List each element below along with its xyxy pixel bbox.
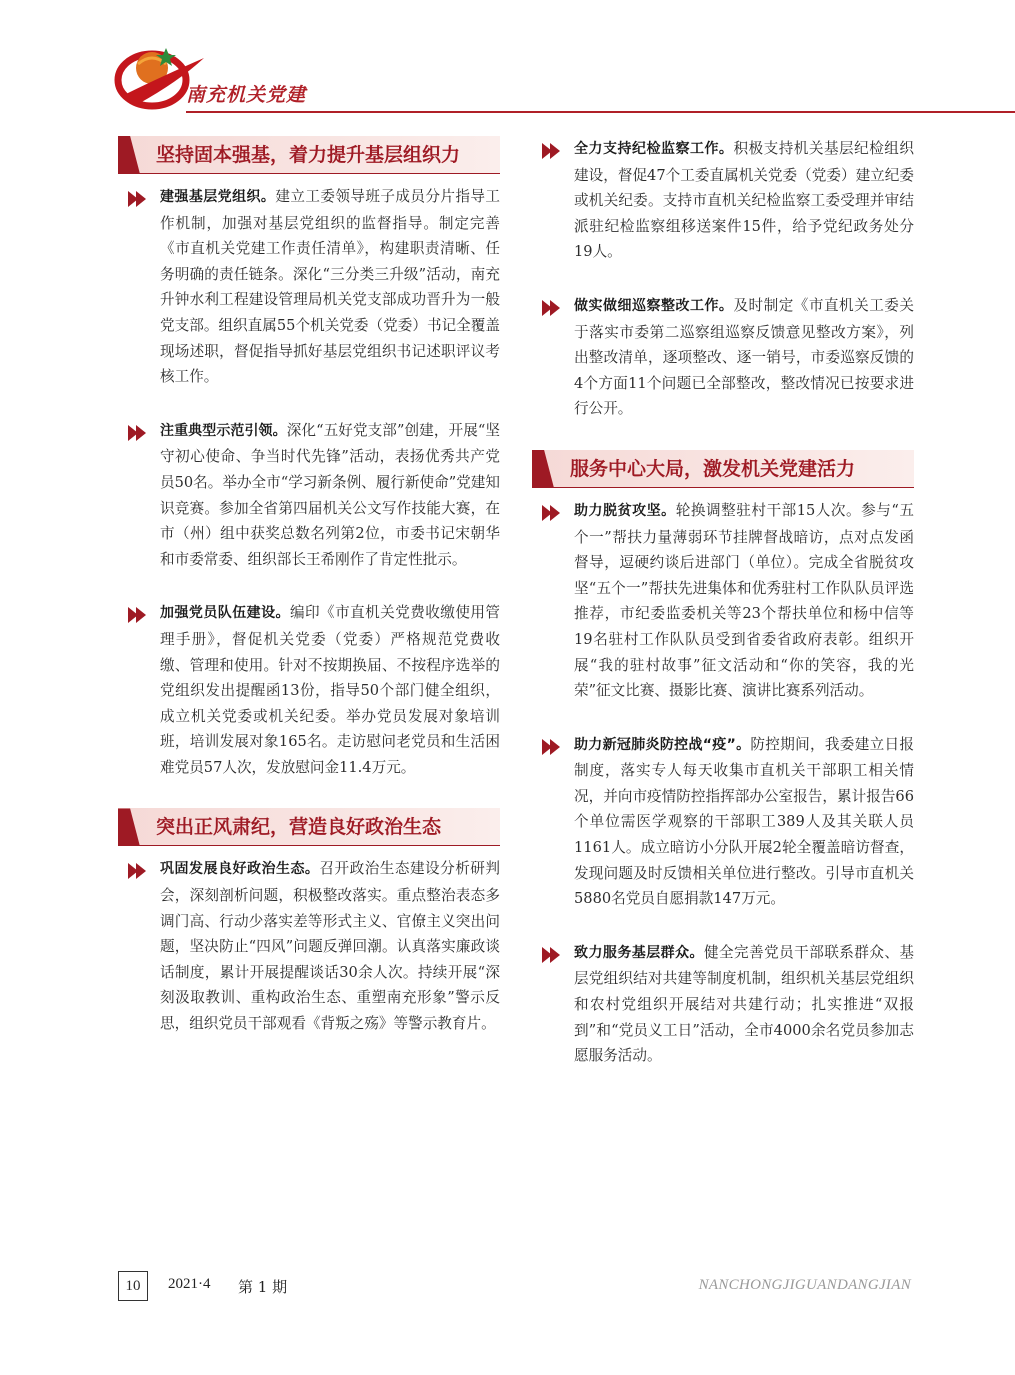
item-body: 建立工委领导班子成员分片指导工作机制，加强对基层党组织的监督指导。制定完善《市直机关党建工作责任清单》，构建职责清晰、任务明确的责任链条。深化“三分类三升级”活动，南充升钟水利工程建设管理局机关党支部成功晋升为一般党支部。组织直属55个机关党委（党委）书记全覆盖现场述职，督促指导抓好基层党组织书记述职评议考核工作。	[160, 188, 500, 386]
page-number: 10	[118, 1271, 148, 1301]
article-item	[532, 498, 914, 704]
item-body: 健全完善党员干部联系群众、基层党组织结对共建等制度机制，组织机关基层党组织和农村党组织开展结对共建行动；扎实推进“双报到”和“党员义工日”活动，全市4000余名党员参加志愿服务活动。	[574, 943, 914, 1065]
section-title: 突出正风肃纪，营造良好政治生态	[156, 816, 442, 839]
double-arrow-icon	[128, 863, 148, 879]
item-lead: 巩固发展良好政治生态。	[160, 861, 320, 878]
item-paragraph	[574, 498, 914, 704]
article-item	[532, 732, 914, 912]
journal-pinyin: NANCHONGJIGUANDANGJIAN	[698, 1277, 911, 1293]
left-column	[118, 136, 500, 1065]
double-arrow-icon	[542, 505, 562, 521]
journal-title: 南充机关党建	[186, 84, 307, 106]
article-item	[118, 600, 500, 780]
article-item	[532, 940, 914, 1069]
double-arrow-icon	[128, 425, 148, 441]
right-column	[532, 136, 914, 1097]
item-body: 积极支持机关基层纪检组织建设，督促47个工委直属机关党委（党委）建立纪委或机关纪委。支持市直机关纪检监察工委受理并审结派驻纪检监察组移送案件15件，给予党纪政务处分19人。	[574, 140, 914, 261]
page-header	[0, 0, 1015, 130]
item-paragraph	[160, 184, 500, 390]
section-marker	[532, 450, 554, 488]
article-item	[532, 293, 914, 422]
section-marker	[118, 136, 140, 174]
double-arrow-icon	[128, 607, 148, 623]
item-paragraph	[574, 136, 914, 265]
article-item	[532, 136, 914, 265]
item-paragraph	[574, 293, 914, 422]
item-paragraph	[160, 600, 500, 780]
article-item	[118, 184, 500, 390]
double-arrow-icon	[542, 143, 562, 159]
item-lead: 全力支持纪检监察工作。	[574, 141, 734, 157]
item-body: 防控期间，我委建立日报制度，落实专人每天收集市直机关干部职工相关情况，并向市疫情防控指挥部办公室报告，累计报告66个单位需医学观察的干部职工389人及其关联人员1161人。成立暗访小分队开展2轮全覆盖暗访督查，发现问题及时反馈相关单位进行整改。引导市直机关5880名党员自愿捐款147万元。	[574, 735, 914, 908]
item-paragraph	[160, 856, 500, 1036]
double-arrow-icon	[128, 191, 148, 207]
item-body: 轮换调整驻村干部15人次。参与“五个一”帮扶力量薄弱环节挂牌督战暗访，点对点发函督导，逗硬约谈后进部门（单位）。完成全省脱贫攻坚“五个一”帮扶先进集体和优秀驻村工作队队员评选推荐，市纪委监委机关等23个帮扶单位和杨中信等19名驻村工作队队员受到省委省政府表彰。组织开展“我的驻村故事”征文活动和“你的笑容，我的光荣”征文比赛、摄影比赛、演讲比赛系列活动。	[574, 501, 915, 700]
item-lead: 助力新冠肺炎防控战“疫”。	[574, 736, 751, 753]
double-arrow-icon	[542, 947, 562, 963]
item-lead: 致力服务基层群众。	[574, 944, 704, 961]
item-body: 及时制定《市直机关工委关于落实市委第二巡察组巡察反馈意见整改方案》，列出整改清单，逐项整改、逐一销号，市委巡察反馈的4个方面11个问题已全部整改，整改情况已按要求进行公开。	[574, 296, 914, 418]
item-body: 深化“五好党支部”创建，开展“坚守初心使命、争当时代先锋”活动，表扬优秀共产党员50名。举办全市“学习新条例、履行新使命”党建知识竞赛。参加全省第四届机关公文写作技能大赛，在市（州）组中获奖总数名列第2位，市委书记宋朝华和市委常委、组织部长王希刚作了肯定性批示。	[160, 421, 501, 568]
issue-number: 第 1 期	[238, 1278, 288, 1296]
item-body: 召开政治生态建设分析研判会，深刻剖析问题，积极整改落实。重点整治表态多调门高、行动少落实差等形式主义、官僚主义突出问题，坚决防止“四风”问题反弹回潮。认真落实廉政谈话制度，累计开展提醒谈话30余人次。持续开展“深刻汲取教训、重构政治生态、重塑南充形象”警示反思，组织党员干部观看《背叛之殇》等警示教育片。	[160, 860, 500, 1033]
item-paragraph	[574, 940, 914, 1069]
double-arrow-icon	[542, 739, 562, 755]
item-lead: 建强基层党组织。	[160, 189, 276, 205]
section-title: 服务中心大局，激发机关党建活力	[570, 457, 856, 480]
item-lead: 加强党员队伍建设。	[160, 605, 290, 622]
item-lead: 做实做细巡察整改工作。	[574, 297, 734, 314]
item-lead: 注重典型示范引领。	[160, 422, 287, 439]
section-heading	[532, 450, 914, 488]
double-arrow-icon	[542, 300, 562, 316]
item-lead: 助力脱贫攻坚。	[574, 502, 676, 519]
section-title: 坚持固本强基，着力提升基层组织力	[156, 144, 461, 166]
item-paragraph	[160, 418, 500, 573]
section-marker	[118, 808, 140, 846]
header-rule	[186, 111, 1015, 113]
article-item	[118, 856, 500, 1036]
section-heading	[118, 808, 500, 846]
article-item	[118, 418, 500, 573]
section-heading	[118, 136, 500, 174]
item-body: 编印《市直机关党费收缴使用管理手册》，督促机关党委（党委）严格规范党费收缴、管理和使用。针对不按期换届、不按程序选举的党组织发出提醒函13份，指导50个部门健全组织，成立机关党委或机关纪委。举办党员发展对象培训班，培训发展对象165名。走访慰问老党员和生活困难党员57人次，发放慰问金11.4万元。	[160, 604, 500, 776]
issue-date: 2021·4	[168, 1276, 211, 1292]
item-paragraph	[574, 732, 914, 912]
